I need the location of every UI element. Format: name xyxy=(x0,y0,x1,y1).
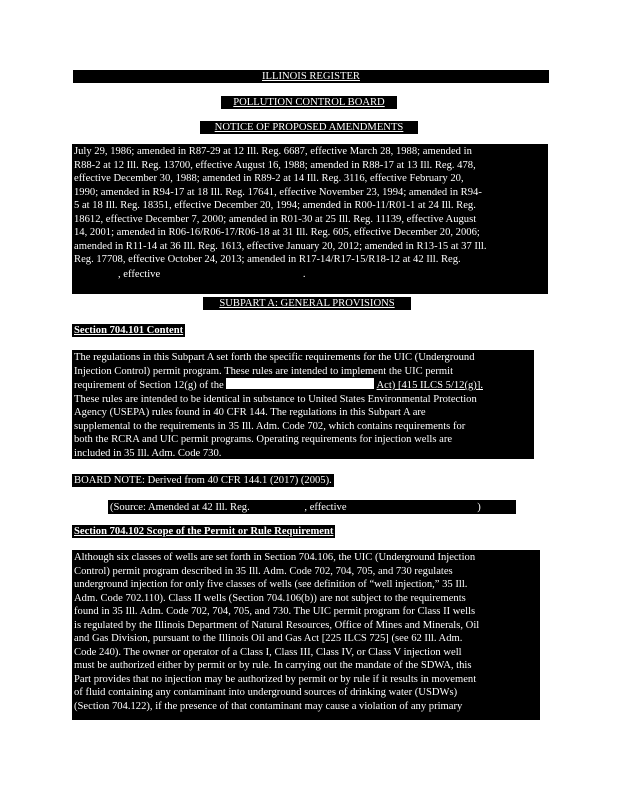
redacted-source-citation xyxy=(252,500,304,511)
source-prefix: (Source: Amended at 42 Ill. Reg. xyxy=(110,502,250,513)
section-101-line: These rules are intended to be identical in substance to United States Environmental Protection xyxy=(74,393,477,405)
board-note xyxy=(72,474,334,487)
board-note-text: BOARD NOTE: Derived from 40 CFR 144.1 (2017) (2005). xyxy=(74,475,332,486)
source-effective: , effective xyxy=(304,502,347,513)
section-102-body xyxy=(72,550,540,720)
history-block xyxy=(72,144,548,294)
notice-title: NOTICE OF PROPOSED AMENDMENTS xyxy=(214,122,404,133)
board-title: POLLUTION CONTROL BOARD xyxy=(233,97,385,108)
section-102-line: of fluid containing any contaminant into underground sources of drinking water (USDWs) xyxy=(74,687,458,698)
section-102-line: underground injection for only five classes of wells (see definition of “well injection,” 35 Ill. xyxy=(74,579,468,590)
redacted-date xyxy=(163,267,303,278)
history-line: 1990; amended in R94-17 at 18 Ill. Reg. 17641, effective November 23, 1994; amended in R94- xyxy=(74,186,482,198)
section-102-line: must be authorized either by permit or by rule. In carrying out the mandate of the SDWA, this xyxy=(74,660,472,671)
history-effective: , effective xyxy=(118,268,161,280)
history-line: effective December 30, 1988; amended in R89-2 at 14 Ill. Reg. 3116, effective February 20, xyxy=(74,173,464,184)
notice-header xyxy=(200,121,418,134)
section-102-line: and Gas Division, pursuant to the Illinois Oil and Gas Act [225 ILCS 725] (see 62 Ill. Adm. xyxy=(74,633,463,644)
section-102-heading-text: Section 704.102 Scope of the Permit or Rule Requirement xyxy=(74,526,334,537)
register-title: ILLINOIS REGISTER xyxy=(262,71,360,82)
section-102-line: found in 35 Ill. Adm. Code 702, 704, 705, and 730. The UIC permit program for Class II wells xyxy=(74,606,476,617)
history-line: amended in R11-14 at 36 Ill. Reg. 1613, effective January 20, 2012; amended in R13-15 at 37 Ill. xyxy=(74,240,487,252)
history-last-line xyxy=(74,267,546,282)
section-101-line: both the RCRA and UIC permit programs. Operating requirements for injection wells are xyxy=(74,434,453,445)
section-102-line: Although six classes of wells are set forth in Section 704.106, the UIC (Underground Injection xyxy=(74,552,476,563)
register-header xyxy=(73,70,549,83)
history-line: July 29, 1986; amended in R87-29 at 12 Ill. Reg. 6687, effective March 28, 1988; amended in xyxy=(74,146,472,157)
history-end: . xyxy=(302,268,306,280)
section-101-line: The regulations in this Subpart A set forth the specific requirements for the UIC (Underground xyxy=(74,352,475,363)
history-line: 14, 2001; amended in R06-16/R06-17/R06-18 at 31 Ill. Reg. 605, effective December 20, 2006; xyxy=(74,227,480,238)
section-101-line: Agency (USEPA) rules found in 40 CFR 144. The regulations in this Subpart A are xyxy=(74,407,426,418)
redacted-citation xyxy=(74,267,118,278)
source-end: ) xyxy=(477,502,481,513)
section-101-heading-text: Section 704.101 Content xyxy=(74,325,184,336)
section-102-heading xyxy=(72,525,335,538)
subpart-title-text: SUBPART A: GENERAL PROVISIONS xyxy=(219,298,395,309)
subpart-title xyxy=(203,297,411,310)
history-line: Reg. 17708, effective October 24, 2013; amended in R17-14/R17-15/R18-12 at 42 Ill. Reg. xyxy=(74,254,461,265)
section-101-body xyxy=(72,350,534,459)
section-101-line: Injection Control) permit program. These rules are intended to implement the UIC permit xyxy=(74,365,454,377)
redacted-source-date xyxy=(349,500,477,511)
section-102-line: Part provides that no injection may be authorized by permit or by rule if it results in movement xyxy=(74,673,477,685)
source-line xyxy=(108,500,516,514)
board-header xyxy=(221,96,397,109)
redacted-act-name xyxy=(226,378,374,389)
section-102-line: Control) permit program described in 35 Ill. Adm. Code 702, 704, 705, and 730 regulates xyxy=(74,565,453,577)
section-101-line: included in 35 Ill. Adm. Code 730. xyxy=(74,447,222,459)
history-line: 5 at 18 Ill. Reg. 18351, effective December 20, 1994; amended in R00-11/R01-1 at 24 Ill. Reg. xyxy=(74,200,476,211)
history-line: R88-2 at 12 Ill. Reg. 13700, effective August 16, 1988; amended in R88-17 at 13 Ill. Reg. 478, xyxy=(74,159,476,171)
act-reference-prefix: requirement of Section 12(g) of the xyxy=(74,380,224,391)
section-102-line: is regulated by the Illinois Department of Natural Resources, Office of Mines and Minerals, Oil xyxy=(74,619,480,631)
history-line: 18612, effective December 7, 2000; amended in R01-30 at 25 Ill. Reg. 11139, effective August xyxy=(74,213,477,225)
act-reference-suffix: Act) [415 ILCS 5/12(g)]. xyxy=(376,380,483,391)
section-101-heading xyxy=(72,324,185,337)
section-102-line: Adm. Code 702.110). Class II wells (Section 704.106(b)) are not subject to the requirements xyxy=(74,592,466,604)
section-102-line: (Section 704.122), if the presence of that contaminant may cause a violation of any primary xyxy=(74,700,463,712)
section-102-line: Code 240). The owner or operator of a Class I, Class III, Class IV, or Class V injection well xyxy=(74,646,462,658)
section-101-line: supplemental to the requirements in 35 Ill. Adm. Code 702, which contains requirements for xyxy=(74,420,466,432)
section-101-line-act xyxy=(74,378,532,393)
